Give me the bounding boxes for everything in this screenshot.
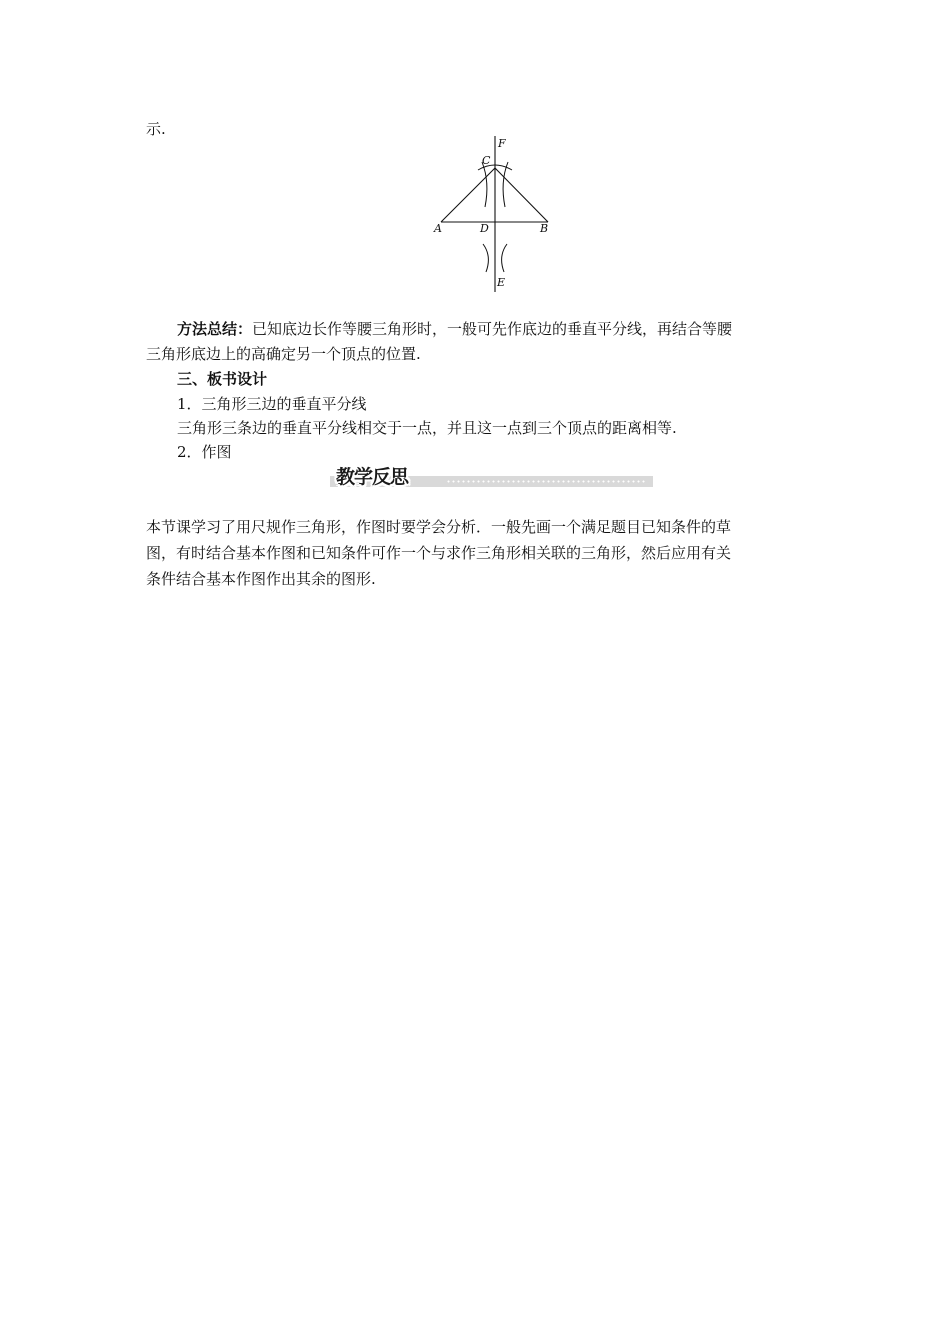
method-summary-line1 xyxy=(177,319,732,339)
label-b: B xyxy=(540,222,549,235)
arc-lower-right xyxy=(502,244,507,272)
board-design-item1-text: 三角形三条边的垂直平分线相交于一点，并且这一点到三个顶点的距离相等. xyxy=(177,419,677,437)
method-summary-label: 方法总结： xyxy=(177,320,253,338)
arc-lower-left xyxy=(483,244,488,272)
board-design-item2: 2．作图 xyxy=(177,443,232,461)
arc-upper-left xyxy=(482,162,487,207)
board-design-heading: 三、板书设计 xyxy=(177,370,268,388)
method-summary-text1: 已知底边长作等腰三角形时，一般可先作底边的垂直平分线，再结合等腰 xyxy=(252,320,733,338)
label-c: C xyxy=(482,154,491,167)
label-e: E xyxy=(497,276,506,289)
reflection-title: 教学反思 xyxy=(336,466,409,488)
label-f: F xyxy=(498,137,506,150)
reflection-banner xyxy=(330,462,653,490)
intro-fragment: 示. xyxy=(146,120,166,138)
isosceles-triangle-construction-figure xyxy=(420,132,570,297)
label-d: D xyxy=(480,222,489,235)
reflection-line3: 条件结合基本作图作出其余的图形. xyxy=(146,570,376,588)
board-design-item1: 1．三角形三边的垂直平分线 xyxy=(177,395,367,413)
banner-dots xyxy=(446,480,646,483)
arc-upper-right xyxy=(503,162,508,207)
reflection-line2: 图，有时结合基本作图和已知条件可作一个与求作三角形相关联的三角形，然后应用有关 xyxy=(146,544,732,562)
reflection-line1: 本节课学习了用尺规作三角形，作图时要学会分析．一般先画一个满足题目已知条件的草 xyxy=(146,518,732,536)
label-a: A xyxy=(434,222,442,235)
method-summary-line2: 三角形底边上的高确定另一个顶点的位置. xyxy=(146,345,421,363)
